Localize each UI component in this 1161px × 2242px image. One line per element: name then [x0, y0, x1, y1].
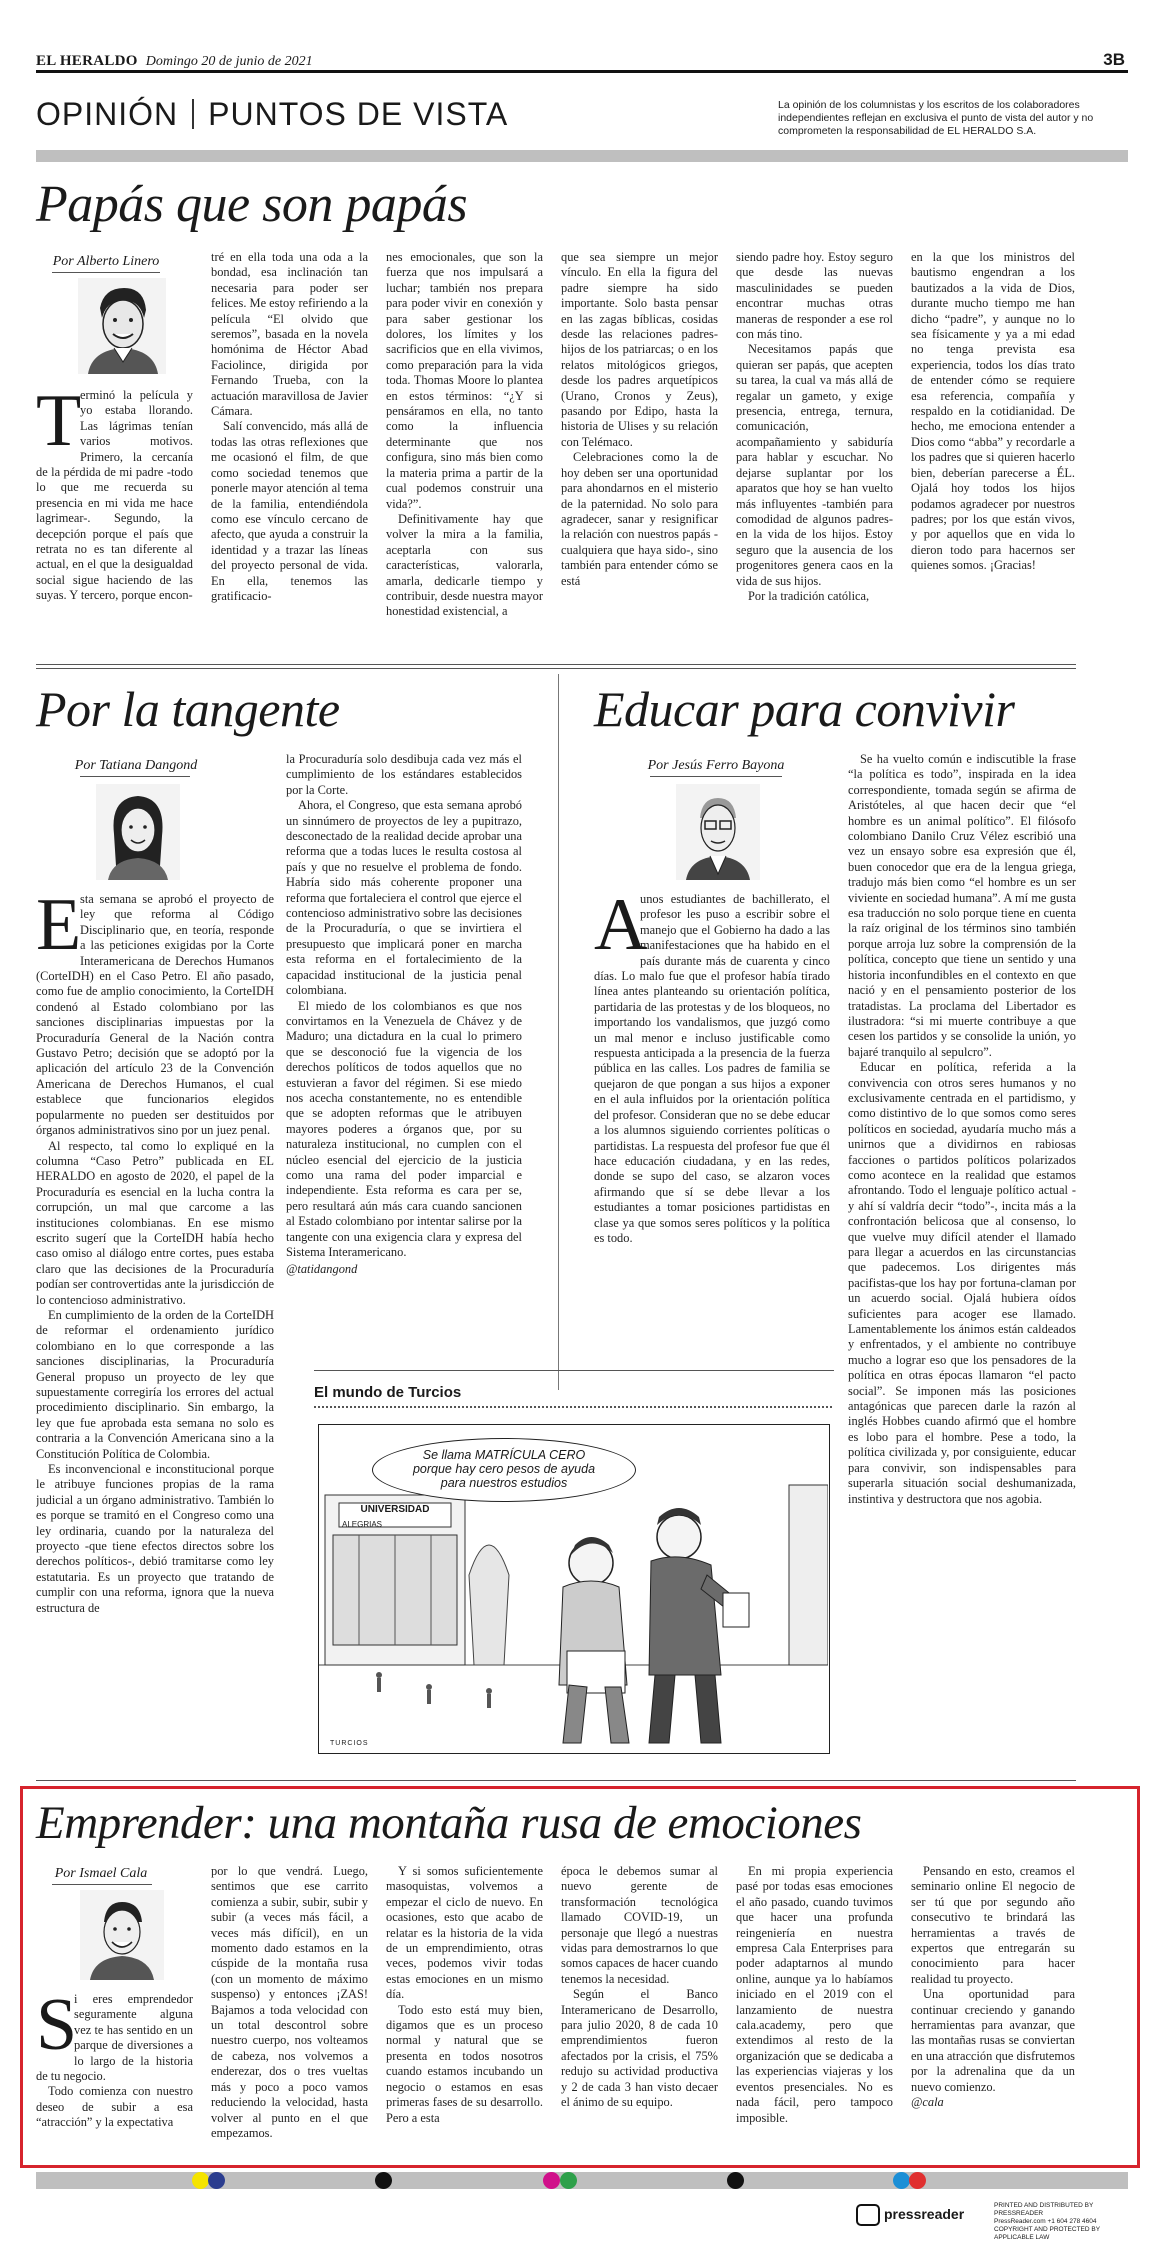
- paragraph: tré en ella toda una oda a la bondad, esa inclinación tan necesaria para poder ser felices. Me estoy refiriendo a la película “El olvido que seremos”, basada en la novela homónima de Héctor Abad Faciolince, dirigida por Fernando Trueba, con la actuación maravillosa de Javier Cámara.: [211, 250, 368, 419]
- cartoon-sign: UNIVERSIDAD: [360, 1504, 430, 1515]
- paragraph: Una oportunidad para continuar creciendo y ganando herramientas para avanzar, que las montañas rusas se conviertan en una atracción que disfrutemos por la adrenalina que da un nuevo comienzo.: [911, 1987, 1075, 2094]
- cartoon-sign-2: ALEGRIAS: [342, 1520, 383, 1529]
- byline-dangond: Por Tatiana Dangond: [74, 758, 198, 773]
- paragraph: la Procuraduría solo desdibuja cada vez más el cumplimiento de los estándares establecidos por la Corte.: [286, 752, 522, 797]
- paragraph: Celebraciones como la de hoy deben ser una oportunidad para ahondarnos en el misterio de la paternidad. No solo para agradecer, sanar y resignificar la relación con nuestros papás -cualquiera que haya sido-, sino también para entender cómo se está: [561, 450, 718, 588]
- pressreader-logo: pressreader: [884, 2206, 965, 2222]
- speech-line: para nuestros estudios: [440, 1476, 568, 1490]
- section-divider: [192, 99, 194, 129]
- article1-col-3: [386, 250, 543, 654]
- paragraph: Es inconvencional e inconstitucional porque le atribuye funciones propias de la rama judicial a un órgano administrativo. También lo es porque se tramitó en el Congreso como una ley ordinaria, cuando por la naturaleza del proyecto -que tiene efectos directos sobre los derechos políticos-, debió tramitarse como ley estatutaria. Es un proyecto que tratando de cumplir con una reforma, ignora que la nueva estructura de: [36, 1462, 274, 1615]
- article4-col-4: [561, 1864, 718, 2162]
- paragraph: Necesitamos papás que quieran ser papás, que acepten su tarea, la cual va más allá de regalar un gameto, y exige presencia, entrega, ternura, comunicación, acompañamiento y sabiduría para hablar y escuchar. No dejarse suplantar por los aparatos que hoy se han vuelto más influyentes -también para comodidad de algunos padres- en la vida de los hijos. Estoy seguro que la ausencia de los progenitores genera caos en la vida de sus hijos.: [736, 342, 893, 588]
- issue-date: Domingo 20 de junio de 2021: [145, 54, 313, 69]
- article1-col-5: [736, 250, 893, 654]
- article3-col-1: [594, 884, 830, 1362]
- paragraph: Según el Banco Interamericano de Desarrollo, para julio 2020, 8 de cada 10 emprendimientos fueron afectados por la crisis, el 75% redujo su actividad productiva y 2 de cada 3 han visto decaer el ánimo de su equipo.: [561, 1987, 718, 2110]
- paragraph: sta semana se aprobó el proyecto de ley que reforma al Código Disciplinario que, en teoría, responde a las peticiones exigidas por la Corte Interamericana de Derechos Humanos (CorteIDH) en el Caso Petro. El año pasado, como fue de amplio conocimiento, la CorteIDH condenó al Estado colombiano por las sanciones disciplinarias impuestas por la Procuraduría General de la Nación contra Gustavo Petro; decisión que se adoptó por la aplicación del artículo 23 de la Convención Americana de Derechos Humanos, el cual establece que funcionarios elegidos popularmente no pueden ser destituidos por órganos administrativos sino por un juez penal.: [36, 892, 274, 1138]
- cartoon-dotted-rule: [314, 1406, 834, 1408]
- dropcap-e: E: [36, 884, 82, 966]
- column-divider: [558, 674, 559, 1390]
- article2-col-2: [286, 752, 522, 1360]
- pressreader-logo-icon: [856, 2204, 880, 2226]
- registration-dot-magenta: [543, 2172, 560, 2189]
- divider: [36, 664, 1076, 665]
- disclaimer: La opinión de los columnistas y los escritos de los colaboradores independientes reflejan en exclusiva el punto de vista del autor y no comprometen la responsabilidad de EL HERALDO S.A.: [778, 99, 1094, 137]
- paragraph: unos estudiantes de bachillerato, el profesor les puso a escribir sobre el manejo que el Gobierno ha dado a las manifestaciones que ha habido en el país durante más de cuarenta y cinco días. Lo malo fue que el profesor había tirado línea antes planteando su orientación política, partidaria de las protestas y de los bloqueos, no importando los vandalismos, que juzgó como un mal menor e incluso justificable como respuesta anticipada a la presencia de la fuerza pública en las calles. Los padres de familia se quejaron de que pongan a sus hijos a exponer en el aula influidos por la orientación política del profesor. Consideran que no se debe educar a los alumnos siguiendo corrientes políticas o partidistas. La respuesta del profesor fue que él hace educación ciudadana, y en las redes, donde se supo del caso, se alzaron voces afirmando que sí se debe llevar a los estudiantes a tomar posiciones partidistas en clase ya que somos seres políticos y la política es todo.: [594, 892, 830, 1245]
- author-handle: @cala: [911, 2095, 944, 2110]
- article1-col-1: [36, 380, 193, 653]
- headline-tangente: Por la tangente: [36, 681, 340, 737]
- dropcap-s: S: [36, 1984, 78, 2066]
- paragraph: Todo comienza con nuestro deseo de subir a esa “atracción” y la expectativa: [36, 2084, 193, 2130]
- registration-dot-blue: [208, 2172, 225, 2189]
- footer-line: PressReader.com +1 604 278 4604: [994, 2218, 1097, 2225]
- article4-col-1: [36, 1984, 193, 2162]
- footer-line: COPYRIGHT AND PROTECTED BY APPLICABLE LAW: [994, 2226, 1100, 2241]
- paragraph: Definitivamente hay que volver la mira a la familia, aceptarla con sus características, valorarla, amarla, dedicarle tiempo y contribuir, desde nuestra mayor honestidad existencial, a: [386, 511, 543, 619]
- section-puntos: PUNTOS DE VISTA: [208, 96, 509, 132]
- paragraph: en la que los ministros del bautismo engendran a los bautizados a la vida de Dios, durante mucho tiempo me han dicho “padre”, y aunque no lo sea físicamente y ya a mi edad no tenga prevista esa experiencia, todos los días trato de entender cómo se requiere esa referencia, compañía y respaldo en la cotidianidad. De hecho, me emociona entender a Dios como “abba” y recordarle a los padres que si quieren hacerlo bien, deberían parecerse a ÉL. Ojalá hoy todos los hijos podamos agradecer por nuestros padres; por los que están vivos, y por aquellos que en vida lo dieron todo para hacernos ser quienes somos. ¡Gracias!: [911, 250, 1075, 573]
- registration-dot-red: [909, 2172, 926, 2189]
- dropcap-space: [594, 892, 640, 954]
- section-rule: [36, 150, 1128, 162]
- byline-rule: [52, 1884, 152, 1885]
- headline-emprender: Emprender: una montaña rusa de emociones: [36, 1797, 862, 1849]
- footer-legal: [994, 2202, 1124, 2242]
- paragraph: erminó la película y yo estaba llorando. Las lágrimas tenían varios motivos. Primero, la cercanía de la pérdida de mi padre -todo lo que me recuerda su presencia en mi vida me hace lagrimear-. Segundo, la decepción porque el país que retrata no es tan diferente al actual, en el que la desigualdad social sigue haciendo de las suyas. Y tercero, porque encon-: [36, 388, 193, 603]
- masthead-rule: [36, 70, 1128, 73]
- dropcap-space: [36, 388, 80, 450]
- registration-dot-cyan: [893, 2172, 910, 2189]
- byline-linero: Por Alberto Linero: [52, 254, 160, 269]
- portrait-cala: [80, 1890, 164, 1980]
- article4-col-2: [211, 1864, 368, 2162]
- byline-ferro: Por Jesús Ferro Bayona: [647, 758, 785, 773]
- section-title: [36, 96, 508, 133]
- masthead: [36, 52, 313, 70]
- portrait-linero: [78, 278, 166, 374]
- page-number: 3B: [1103, 50, 1125, 69]
- paragraph: siendo padre hoy. Estoy seguro que desde las nuevas masculinidades se pueden encontrar muchas otras maneras de responder a ese rol con más tino.: [736, 250, 893, 342]
- author-handle: @tatidangond: [286, 1262, 358, 1277]
- cartoonist-signature: TURCIOS: [330, 1740, 369, 1747]
- paragraph: i eres emprendedor seguramente alguna vez te has sentido en un parque de diversiones a lo largo de la historia de tu negocio.: [36, 1992, 193, 2084]
- byline-rule: [650, 776, 782, 777]
- paragraph: época le debemos sumar al nuevo gerente de transformación tecnológica llamado COVID-19, un personaje que llegó a nuestras vidas para demostrarnos lo que somos capaces de hacer cuando tenemos la necesidad.: [561, 1864, 718, 1986]
- article2-col-1: [36, 884, 274, 1752]
- registration-dot-black: [727, 2172, 744, 2189]
- divider: [36, 668, 1076, 669]
- cartoon-rule: [314, 1370, 834, 1371]
- headline-educar: Educar para convivir: [594, 681, 1015, 737]
- byline-cala: Por Ismael Cala: [54, 1866, 148, 1881]
- paragraph: Y si somos suficientemente masoquistas, volvemos a empezar el ciclo de nuevo. En ocasiones, esto que acabo de relatar es la historia de la vida de un emprendimiento, otras veces, podemos vivir todas estas emociones en un mismo día.: [386, 1864, 543, 2002]
- speech-line: Se llama MATRÍCULA CERO: [422, 1448, 586, 1462]
- registration-dot-green: [560, 2172, 577, 2189]
- paragraph: por lo que vendrá. Luego, sentimos que ese carrito comienza a subir, subir, subir y subir (a veces más fácil, a veces más difícil), en un momento dado estamos en la cúspide de la montaña rusa (con un momento de máximo suspenso) y entonces ¡ZAS! Bajamos a toda velocidad con un total descontrol sobre nuestro cuerpo, nos volteamos de cabeza, nos volvemos a enderezar, dos o tres vueltas más y poco a poco vamos reduciendo la velocidad, hasta volver al punto en el que empezamos.: [211, 1864, 368, 2140]
- article1-col-4: [561, 250, 718, 654]
- paragraph: que sea siempre un mejor vínculo. En ella la figura del padre siempre ha sido importante. Solo basta pensar en las zagas bíblicas, cosidas desde las relaciones padres-hijos de los patriarcas; o en los relatos mitológicos griegos, desde los padres arquetípicos (Urano, Cronos y Zeus), pasando por Edipo, hasta la historia de Ulises y su relación con Telémaco.: [561, 250, 718, 449]
- dropcap-t: T: [36, 380, 82, 462]
- paragraph: El miedo de los colombianos es que nos convirtamos en la Venezuela de Chávez y de Maduro; una dictadura en la cual lo primero que se desconoció fue la vigencia de los derechos políticos de todos aquellos que no estuvieran a favor del régimen. Si ese miedo nos acecha constantemente, no es entendible que se adopten reformas que le atribuyen mayores poderes a órganos que, por su naturaleza institucional, no cumplen con el núcleo esencial del ejercicio de la justicia como una rama del poder imparcial e independiente. Esta reforma es cara per se, pero resultará aún más cara cuando sancionen al Estado colombiano por intentar salirse por la tangente con una exigencia clara y expresa del Sistema Interamericano.: [286, 998, 522, 1259]
- paragraph: Al respecto, tal como lo expliqué en la columna “Caso Petro” publicada en EL HERALDO en agosto de 2020, el papel de la Procuraduría es esencial en la lucha contra la corrupción, un mal que carcome a las instituciones colombianas. En ese mismo escrito sugerí que la CorteIDH había hecho caso omiso al diálogo entre cortes, pues estaba claro que las decisiones de la Procuraduría podían ser controvertidas ante la jurisdicción de lo contencioso administrativo.: [36, 1138, 274, 1307]
- dropcap-space: [36, 892, 80, 954]
- article4-col-3: [386, 1864, 543, 2162]
- paragraph: Salí convencido, más allá de todas las otras reflexiones que me ocasionó el film, de que como sociedad tenemos que ponerle mayor atención al tema de la familia, entendiéndola como ese vínculo cercano de afecto, que ayuda a construir la identidad y a trazar las líneas del proyecto personal de vida. En ella, tenemos las gratificacio-: [211, 419, 368, 603]
- paragraph: Educar en política, referida a la convivencia con otros seres humanos y no exclusivamente centrada en el partidismo, y como distintivo de lo que somos como seres políticos en sociedad, ayudaría mucho más a unirnos que a dividirnos en rabiosas facciones o partidos políticos polarizados como acontece en la realidad que estamos afrontando. Todo el lenguaje político actual -y ahí sí valdría decir “todo”-, incita más a la confrontación belicosa que al consenso, lo que vuelve muy difícil atender el llamado para llegar a acuerdos en las circunstancias que padecemos. Los dirigentes más pacifistas-que los hay por fortuna-claman por un acuerdo social. Ojalá hubiera oídos suficientes para acoger ese llamado. Lamentablemente los ánimos están caldeados y enfrentados, y el ambiente no contribuye mucho a lograr eso que los pensadores de la política en otras épocas llamaron “el pacto social”. Se imponen más las posiciones antagónicas que parecen darle la razón al inglés Hobbes cuando afirmó que el hombre es lobo para el hombre. Pese a todo, la política civilizada y, por consiguiente, educar para convivir, son indispensables para superarla situación social deshumanizada, instintiva y destructora que nos agobia.: [848, 1060, 1076, 1506]
- paragraph: nes emocionales, que son la fuerza que nos impulsará a luchar; también nos prepara para poder vivir en conexión y para saber gestionar los dolores, los límites y los sacrificios que en ella vivimos, como preparación para la vida toda. Thomas Moore lo plantea en estos términos: “¿Y si pensáramos en ella, no tanto como la influencia determinante que nos configura, sino más bien como la materia prima a partir de la cual podemos construir una vida?”.: [386, 250, 543, 511]
- registration-dot-yellow: [192, 2172, 209, 2189]
- article4-col-6: [911, 1864, 1075, 2162]
- paragraph: Se ha vuelto común e indiscutible la frase “la política es todo”, inspirada en la idea correspondiente, tomada según se afirma de Aristóteles, al que hacen decir que “el hombre es un animal político”. El filósofo colombiano Danilo Cruz Vélez escribió una vez un ensayo sobre esa expresión que él, buen conocedor que era de la lengua griega, tradujo más bien como “el hombre es un ser viviente en sociedad humana”. A mí me gusta esa traducción no solo porque tiene en cuenta la raíz original de los términos sino también porque arroja luz sobre la comprensión de la política, concepto que tiene un sentido y una historia inconfundibles en el contexto en que nació y en el pensamiento posterior de los tratadistas. La proclama del Libertador es ilustradora: “si mi muerte contribuye a que cesen los partidos y se consolide la unión, yo bajaré tranquilo al sepulcro”.: [848, 752, 1076, 1059]
- article4-col-5: [736, 1864, 893, 2162]
- byline-rule: [52, 272, 160, 273]
- headline-papas: Papás que son papás: [36, 176, 468, 233]
- paragraph: Todo esto está muy bien, digamos que es un proceso normal y natural que se presenta en todos nosotros cuando estamos incubando un negocio o estamos en esas primeras fases de su desarrollo. Pero a esta: [386, 2002, 543, 2125]
- article1-col-6: [911, 250, 1075, 654]
- paragraph: Ahora, el Congreso, que esta semana aprobó un sinnúmero de proyectos de ley a pupitrazo, desconectado de la realidad decide aprobar una reforma que a todas luces le resulta costosa al país y que no resuelve el problema de fondo. Habría sido más coherente proponer una reforma que fortaleciera el control que ejerce el contencioso administrativo sobre las decisiones de la Procuraduría, o que se invirtiera el presupuesto que implicará poner en marcha esta reforma en el fortalecimiento de la capacidad institucional de la justicia penal colombiana.: [286, 798, 522, 998]
- article3-col-2: [848, 752, 1076, 1754]
- portrait-ferro: [676, 784, 760, 880]
- byline-rule: [80, 776, 190, 777]
- dropcap-space: [36, 1992, 74, 2054]
- article1-col-2: [211, 250, 368, 654]
- speech-line: porque hay cero pesos de ayuda: [412, 1462, 596, 1476]
- portrait-dangond: [96, 784, 180, 880]
- section-opinion: OPINIÓN: [36, 96, 179, 132]
- paragraph: Pensando en esto, creamos el seminario online El negocio de ser tú que por segundo año consecutivo te brindará las herramientas a través de expertos que entregarán su conocimiento para hacer realidad tu proyecto.: [911, 1864, 1075, 1986]
- cartoon-title: El mundo de Turcios: [314, 1384, 462, 1401]
- paragraph: En mi propia experiencia pasé por todas esas emociones el año pasado, cuando tuvimos que hacer una profunda reingeniería en nuestra empresa Cala Enterprises para poder adaptarnos al mundo online, aunque ya lo habíamos iniciado en el 2019 con el lanzamiento de nuestra cala.academy, pero que extendimos al resto de la organización que se dedicaba a las experiencias viajeras y los eventos presenciales. No es nada fácil, pero tampoco imposible.: [736, 1864, 893, 2125]
- divider: [36, 1780, 1076, 1781]
- registration-dot-black: [375, 2172, 392, 2189]
- footer-line: PRINTED AND DISTRIBUTED BY PRESSREADER: [994, 2202, 1094, 2217]
- dropcap-a: A: [594, 884, 648, 966]
- paragraph: Por la tradición católica,: [748, 588, 870, 603]
- speech-text: [372, 1448, 636, 1490]
- paragraph: En cumplimiento de la orden de la CorteIDH de reformar el ordenamiento jurídico colombiano en lo que corresponde a las sanciones disciplinarias, la Procuraduría General propuso un proyecto de ley que supuestamente corregiría los errores del actual procedimiento disciplinario. Sin embargo, la ley que fue aprobada esta semana no solo es contraria a la Convención Americana sino a la Constitución Política de Colombia.: [36, 1307, 274, 1461]
- paper-name: EL HERALDO: [36, 53, 138, 69]
